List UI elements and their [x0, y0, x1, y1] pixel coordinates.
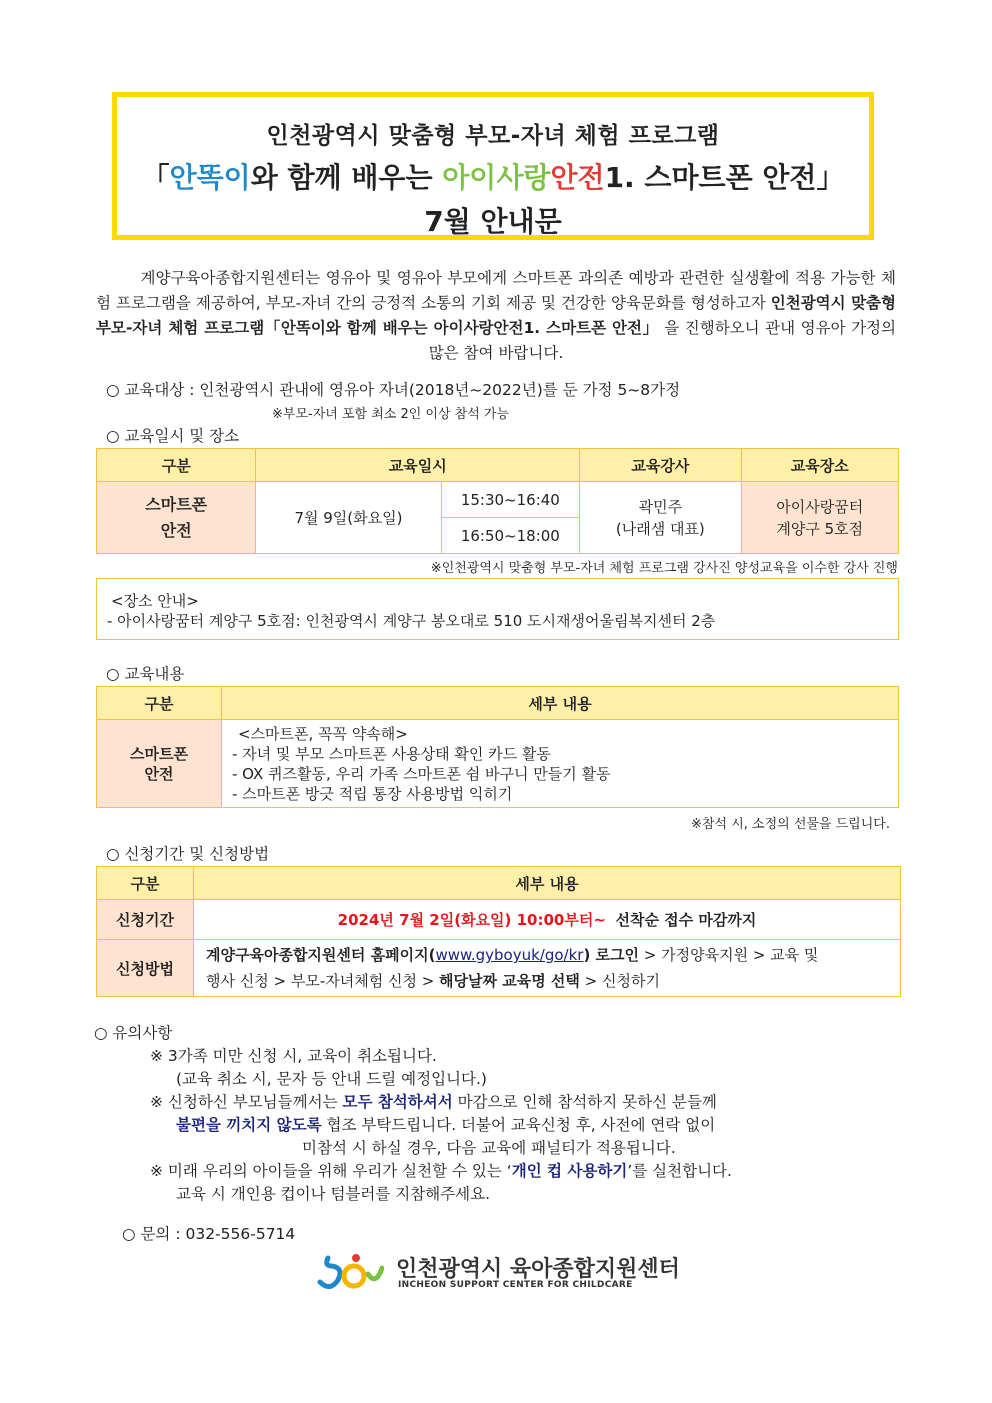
- apply-header-category: 구분: [97, 867, 194, 900]
- schedule-note: ※인천광역시 맞춤형 부모-자녀 체험 프로그램 강사진 양성교육을 이수한 강사 진행: [430, 561, 898, 576]
- apply-table: [96, 866, 901, 997]
- schedule-header-category: 구분: [97, 449, 256, 482]
- content-heading: ○ 교육내용: [106, 665, 185, 683]
- title-line1: 인천광역시 맞춤형 부모-자녀 체험 프로그램: [266, 123, 720, 149]
- logo-mark-icon: [316, 1252, 384, 1294]
- contact: ○ 문의 : 032-556-5714: [122, 1225, 296, 1243]
- apply-method: 계양구육아종합지원센터 홈페이지(www.gyboyuk/go/kr) 로그인 > 가정양육지원 > 교육 및 행사 신청 > 부모-자녀체험 신청 > 해당날짜 교육명 선택 > 신청하기: [194, 940, 901, 997]
- content-header-detail: 세부 내용: [222, 687, 899, 720]
- notes-section: [94, 1022, 732, 1206]
- schedule-place: 아이사랑꿈터 계양구 5호점: [741, 482, 898, 554]
- schedule-date: 7월 9일(화요일): [256, 482, 441, 554]
- content-table: [96, 686, 899, 808]
- logo-korean: 인천광역시 육아종합지원센터: [396, 1257, 680, 1282]
- schedule-heading: ○ 교육일시 및 장소: [106, 427, 240, 445]
- content-subtitle: <스마트폰, 꼭꼭 약속해>: [238, 724, 408, 743]
- target-note: ※부모-자녀 포함 최소 2인 이상 참석 가능: [272, 407, 510, 422]
- note-1: ※ 3가족 미만 신청 시, 교육이 취소됩니다.: [150, 1047, 437, 1065]
- schedule-header-instructor: 교육강사: [580, 449, 741, 482]
- content-item: - 자녀 및 부모 스마트폰 사용상태 확인 카드 활동: [232, 744, 551, 763]
- content-category: 스마트폰 안전: [97, 720, 222, 808]
- schedule-category: 스마트폰 안전: [97, 482, 256, 554]
- place-info-box: [96, 578, 899, 640]
- content-item: - OX 퀴즈활동, 우리 가족 스마트폰 쉼 바구니 만들기 활동: [232, 764, 611, 783]
- apply-period: 2024년 7월 2일(화요일) 10:00부터~ 선착순 접수 마감까지: [194, 900, 901, 940]
- schedule-time-1: 15:30~16:40: [441, 482, 580, 518]
- content-item: - 스마트폰 방긋 적립 통장 사용방법 익히기: [232, 784, 513, 803]
- title-line2: 「안똑이와 함께 배우는 아이사랑안전1. 스마트폰 안전」: [141, 161, 845, 194]
- schedule-table: [96, 448, 899, 554]
- schedule-time-2: 16:50~18:00: [441, 518, 580, 554]
- note-2c: 미참석 시 하실 경우, 다음 교육에 패널티가 적용됩니다.: [302, 1139, 676, 1157]
- center-logo: [316, 1252, 680, 1296]
- title-line3: 7월 안내문: [424, 205, 562, 238]
- intro-paragraph: 계양구육아종합지원센터는 영유아 및 영유아 부모에게 스마트폰 과의존 예방과 관련한 실생활에 적용 가능한 체험 프로그램을 제공하여, 부모-자녀 간의 긍정적 소통의 기회 제공 및 건강한 양육문화를 형성하고자 인천광역시 맞춤형 부모-자녀 체험 프로그램「안똑이와 함께 배우는 아이사랑안전1. 스마트폰 안전」 을 진행하오니 관내 영유아 가정의 많은 참여 바랍니다.: [96, 269, 896, 362]
- schedule-header-date: 교육일시: [256, 449, 580, 482]
- apply-method-label: 신청방법: [97, 940, 194, 997]
- note-1b: (교육 취소 시, 문자 등 안내 드릴 예정입니다.): [176, 1070, 487, 1088]
- homepage-link[interactable]: www.gyboyuk/go/kr: [435, 946, 584, 964]
- content-header-category: 구분: [97, 687, 222, 720]
- notes-heading: ○ 유의사항: [94, 1024, 173, 1042]
- note-2: ※ 신청하신 부모님들께서는 모두 참석하셔서 마감으로 인해 참석하지 못하신 분들께: [150, 1093, 717, 1111]
- note-3: ※ 미래 우리의 아이들을 위해 우리가 실천할 수 있는 ‘개인 컵 사용하기’를 실천합니다.: [150, 1162, 732, 1180]
- content-note: ※참석 시, 소정의 선물을 드립니다.: [691, 817, 890, 832]
- title-box: [112, 92, 874, 240]
- schedule-instructor: 곽민주 (나래샘 대표): [580, 482, 741, 554]
- logo-english: INCHEON SUPPORT CENTER FOR CHILDCARE: [398, 1280, 633, 1290]
- apply-header-detail: 세부 내용: [194, 867, 901, 900]
- place-info-line: - 아이사랑꿈터 계양구 5호점: 인천광역시 계양구 봉오대로 510 도시재생어울림복지센터 2층: [107, 612, 716, 630]
- place-info-title: <장소 안내>: [111, 592, 199, 610]
- content-detail: [222, 720, 899, 808]
- note-3b: 교육 시 개인용 컵이나 텀블러를 지참해주세요.: [176, 1185, 491, 1203]
- apply-period-label: 신청기간: [97, 900, 194, 940]
- schedule-header-place: 교육장소: [741, 449, 898, 482]
- education-target: ○ 교육대상 : 인천광역시 관내에 영유아 자녀(2018년~2022년)를 둔 가정 5~8가정: [106, 381, 681, 399]
- apply-heading: ○ 신청기간 및 신청방법: [106, 845, 270, 863]
- note-2b: 불편을 끼치지 않도록 협조 부탁드립니다. 더불어 교육신청 후, 사전에 연락 없이: [176, 1116, 716, 1134]
